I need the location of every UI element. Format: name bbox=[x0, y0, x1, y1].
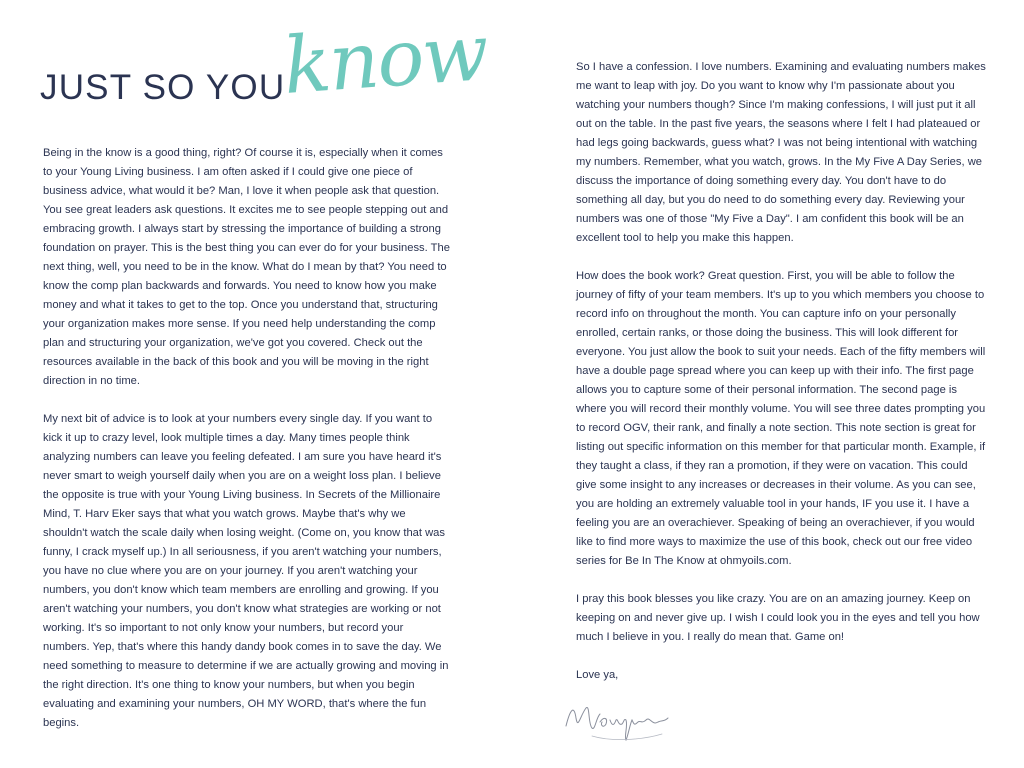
body-paragraph: My next bit of advice is to look at your numbers every single day. If you want to kick it up to crazy level, look multiple times a day. Many times people think analyzing numbers can leave you feeling defeated. I am sure you have heard it's never smart to weigh yourself daily when you are on a weight loss plan. I believe the opposite is true with your Young Living business. In Secrets of the Millionaire Mind, T. Harv Eker says that what you watch grows. Maybe that's why we shouldn't watch the scale daily when losing weight. (Come on, you know that was funny, I crack myself up.) In all seriousness, if you aren't watching your numbers, you have no clue where you are on your journey. If you aren't watching your numbers, you don't know which team members are enrolling and growing. If you aren't watching your numbers, you don't know what strategies are working or not working. It's so important to not only know your numbers, but record your numbers. Yep, that's where this handy dandy book comes in to save the day. We need something to measure to determine if we are actually growing and moving in the right direction. It's one thing to know your numbers, but when you begin evaluating and examining your numbers, OH MY WORD, that's where the fun begins. bbox=[43, 413, 449, 729]
heading-script-text: know bbox=[280, 8, 490, 113]
body-paragraph: So I have a confession. I love numbers. Examining and evaluating numbers makes me want to leap with joy. Do you want to know why I'm passionate about you watching your numbers though? Since I'm making confessions, I will just put it all out on the table. In the past five years, the seasons where I felt I had plateaued or had legs going backwards, guess what? I was not being intentional with watching my numbers. Remember, what you watch, grows. In the My Five A Day Series, we discuss the importance of doing something every day. You don't have to do something all day, but you do need to do something every day. Reviewing your numbers was one of those "My Five a Day". I am confident this book will be an excellent tool to help you make this happen. bbox=[576, 61, 986, 244]
body-paragraph: Being in the know is a good thing, right? Of course it is, especially when it comes to your Young Living business. I am often asked if I could give one piece of business advice, what would it be? Man, I love it when people ask that question. You see great leaders ask questions. It excites me to see people stepping out and embracing growth. I always start by stressing the importance of building a strong foundation on prayer. This is the best thing you can ever do for your business. The next thing, well, you need to be in the know. What do I mean by that? You need to know the comp plan backwards and forwards. You need to know how you make money and what it takes to get to the top. Once you understand that, structuring your organization makes more sense. If you need help understanding the comp plan and structuring your organization, we've got you covered. Check out the resources available in the back of this book and you will be moving in the right direction in no time. bbox=[43, 147, 450, 387]
left-column bbox=[43, 144, 451, 733]
body-paragraph: I pray this book blesses you like crazy. You are on an amazing journey. Keep on keeping on and never give up. I wish I could look you in the eyes and tell you how much I believe in you. I really do mean that. Game on! bbox=[576, 593, 980, 643]
body-paragraph: How does the book work? Great question. First, you will be able to follow the journey of fifty of your team members. It's up to you which members you choose to record info on throughout the month. You can capture info on your personally enrolled, certain ranks, or those doing the business. This will look different for everyone. You just allow the book to suit your needs. Each of the fifty members will have a double page spread where you can keep up with their info. The first page allows you to capture some of their personal information. The second page is where you will record their monthly volume. You will see three dates prompting you to record OGV, their rank, and finally a note section. This note section is great for listing out specific information on this member for that particular month. Example, if they taught a class, if they ran a promotion, if they were on vacation. This could give some insight to any increases or decreases in their volume. As you can see, you are holding an extremely valuable tool in your hands, IF you use it. I have a feeling you are an overachiever. Speaking of being an overachiever, if you would like to find more ways to maximize the use of this book, check out our free video series for Be In The Know at ohmyoils.com. bbox=[576, 270, 986, 567]
page-heading bbox=[40, 8, 490, 120]
heading-main-text: JUST SO YOU bbox=[40, 68, 286, 107]
signoff-text: Love ya, bbox=[576, 669, 619, 681]
right-column bbox=[576, 58, 986, 685]
handwritten-signature bbox=[562, 696, 672, 746]
